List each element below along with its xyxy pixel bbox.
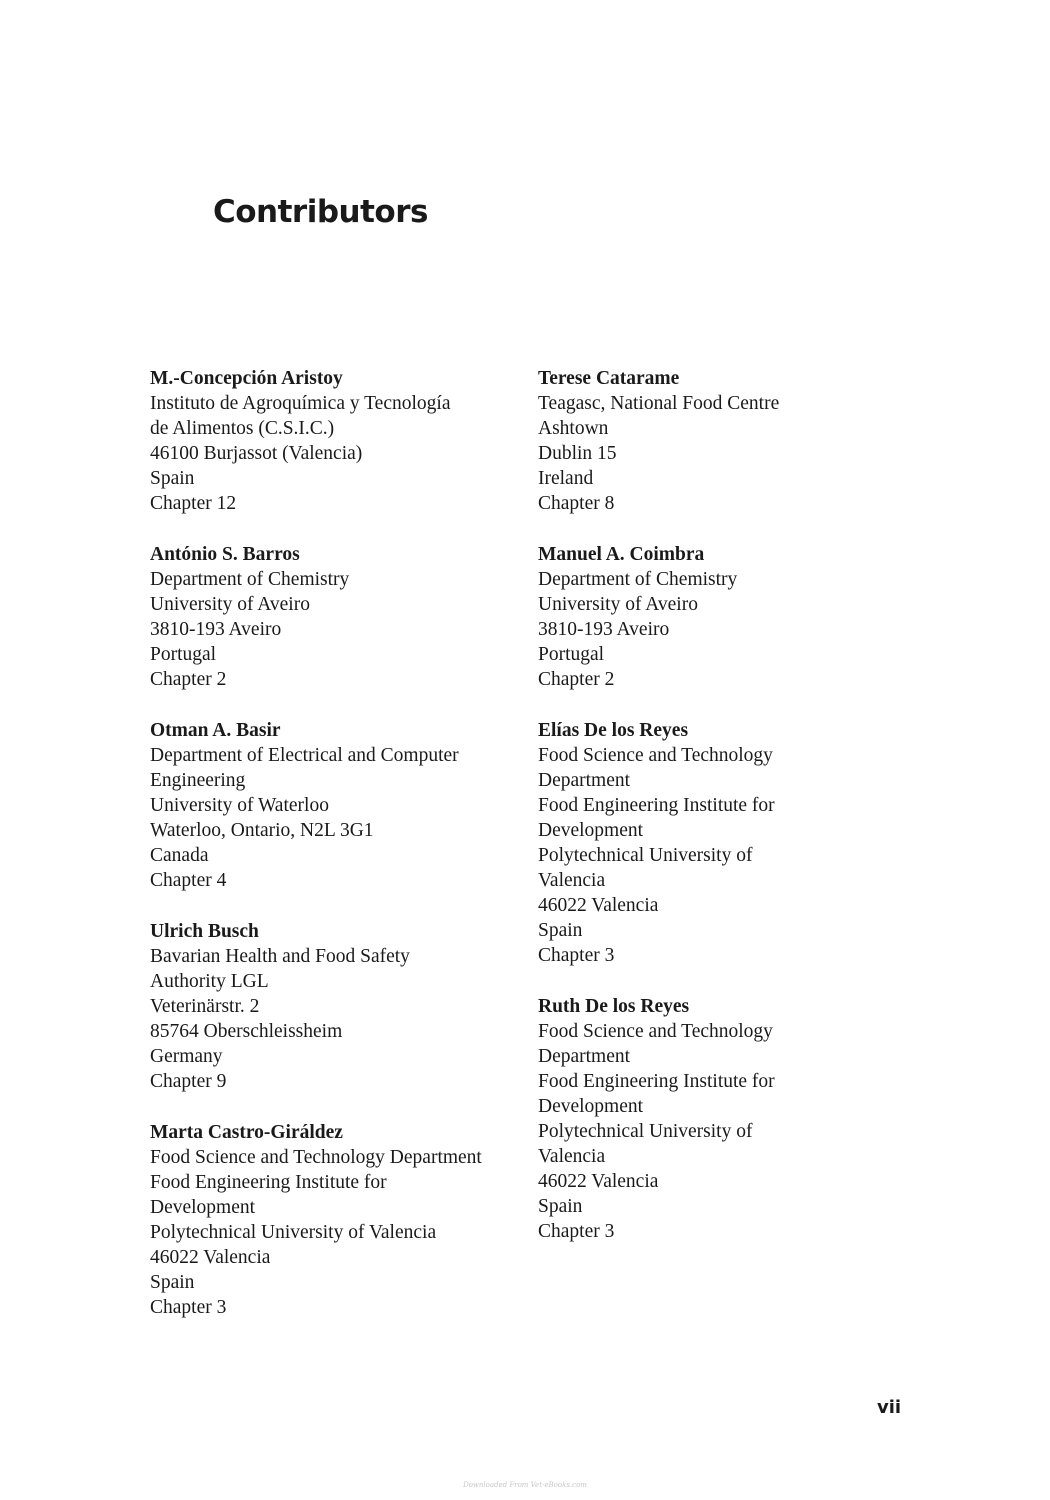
- contributor-affiliation-line: 3810-193 Aveiro: [150, 619, 282, 640]
- contributor-affiliation-line: Department: [538, 1046, 631, 1067]
- contributor-affiliation-line: Chapter 12: [150, 493, 237, 514]
- contributor-affiliation-line: University of Aveiro: [538, 594, 698, 615]
- download-watermark: Downloaded From Vet-eBooks.com: [463, 1481, 587, 1489]
- contributor-name: Terese Catarame: [538, 368, 680, 389]
- contributor-affiliation-line: Department of Chemistry: [538, 569, 738, 590]
- contributor-affiliation-line: Valencia: [538, 1146, 606, 1167]
- contributor-name: Marta Castro-Giráldez: [150, 1122, 343, 1143]
- contributor-affiliation-line: 46022 Valencia: [538, 1171, 659, 1192]
- contributor-affiliation-line: Ashtown: [538, 418, 609, 439]
- contributor-affiliation-line: Germany: [150, 1046, 223, 1067]
- contributor-affiliation-line: Food Engineering Institute for: [538, 795, 775, 816]
- contributors-column-right: [538, 366, 918, 1270]
- contributor-affiliation-line: Waterloo, Ontario, N2L 3G1: [150, 820, 374, 841]
- contributor-affiliation-line: Dublin 15: [538, 443, 617, 464]
- contributor-affiliation-line: Canada: [150, 845, 209, 866]
- contributor-name: Ruth De los Reyes: [538, 996, 690, 1017]
- contributor-name: António S. Barros: [150, 544, 300, 565]
- contributor-affiliation-line: Chapter 8: [538, 493, 615, 514]
- contributor-affiliation-line: 3810-193 Aveiro: [538, 619, 670, 640]
- contributor-affiliation-line: 46022 Valencia: [150, 1247, 271, 1268]
- contributor-affiliation-line: Development: [538, 820, 644, 841]
- contributor-affiliation-line: Food Engineering Institute for: [538, 1071, 775, 1092]
- contributor-affiliation-line: Chapter 9: [150, 1071, 227, 1092]
- contributor-affiliation-line: Chapter 2: [538, 669, 615, 690]
- contributor-affiliation-line: Portugal: [150, 644, 217, 665]
- contributor-affiliation-line: Polytechnical University of Valencia: [150, 1222, 437, 1243]
- contributor-affiliation-line: Development: [150, 1197, 256, 1218]
- contributor-affiliation-line: Ireland: [538, 468, 594, 489]
- contributor-affiliation-line: Teagasc, National Food Centre: [538, 393, 780, 414]
- contributor-name: M.-Concepción Aristoy: [150, 368, 343, 389]
- contributor-affiliation-line: Spain: [538, 920, 583, 941]
- contributor-entry: [150, 1120, 530, 1320]
- contributor-affiliation-line: de Alimentos (C.S.I.C.): [150, 418, 335, 439]
- contributor-affiliation-line: Authority LGL: [150, 971, 269, 992]
- contributor-affiliation-line: Chapter 3: [538, 945, 615, 966]
- contributor-affiliation-line: 46100 Burjassot (Valencia): [150, 443, 363, 464]
- contributor-affiliation-line: Portugal: [538, 644, 605, 665]
- contributor-affiliation-line: Instituto de Agroquímica y Tecnología: [150, 393, 451, 414]
- contributor-affiliation-line: Engineering: [150, 770, 246, 791]
- page-number: vii: [877, 1397, 902, 1418]
- contributor-affiliation-line: Chapter 2: [150, 669, 227, 690]
- contributor-affiliation-line: Polytechnical University of: [538, 845, 753, 866]
- contributor-affiliation-line: Food Science and Technology: [538, 1021, 773, 1042]
- contributor-name: Otman A. Basir: [150, 720, 281, 741]
- contributor-name: Manuel A. Coimbra: [538, 544, 705, 565]
- contributor-entry: [538, 718, 918, 968]
- contributor-affiliation-line: Food Engineering Institute for: [150, 1172, 387, 1193]
- contributor-affiliation-line: Department of Electrical and Computer: [150, 745, 459, 766]
- contributor-affiliation-line: Department: [538, 770, 631, 791]
- contributor-entry: [150, 542, 530, 692]
- contributor-affiliation-line: Chapter 3: [150, 1297, 227, 1318]
- contributor-affiliation-line: Chapter 3: [538, 1221, 615, 1242]
- contributor-affiliation-line: Development: [538, 1096, 644, 1117]
- contributor-affiliation-line: University of Waterloo: [150, 795, 329, 816]
- contributor-entry: [150, 919, 530, 1094]
- contributor-affiliation-line: Spain: [538, 1196, 583, 1217]
- contributor-affiliation-line: Valencia: [538, 870, 606, 891]
- contributor-affiliation-line: Food Science and Technology: [538, 745, 773, 766]
- contributor-affiliation-line: University of Aveiro: [150, 594, 310, 615]
- contributor-affiliation-line: 46022 Valencia: [538, 895, 659, 916]
- contributor-entry: [150, 366, 530, 516]
- page-title: Contributors: [213, 194, 428, 230]
- contributor-entry: [538, 994, 918, 1244]
- contributor-name: Ulrich Busch: [150, 921, 259, 942]
- contributor-affiliation-line: Polytechnical University of: [538, 1121, 753, 1142]
- contributor-affiliation-line: Food Science and Technology Department: [150, 1147, 482, 1168]
- contributor-affiliation-line: Department of Chemistry: [150, 569, 350, 590]
- contributor-affiliation-line: 85764 Oberschleissheim: [150, 1021, 343, 1042]
- contributor-entry: [538, 542, 918, 692]
- contributor-affiliation-line: Spain: [150, 1272, 195, 1293]
- contributor-entry: [150, 718, 530, 893]
- contributors-column-left: [150, 366, 530, 1346]
- contributor-name: Elías De los Reyes: [538, 720, 689, 741]
- contributor-affiliation-line: Veterinärstr. 2: [150, 996, 260, 1017]
- contributor-affiliation-line: Bavarian Health and Food Safety: [150, 946, 410, 967]
- contributor-affiliation-line: Spain: [150, 468, 195, 489]
- contributor-entry: [538, 366, 918, 516]
- contributor-affiliation-line: Chapter 4: [150, 870, 227, 891]
